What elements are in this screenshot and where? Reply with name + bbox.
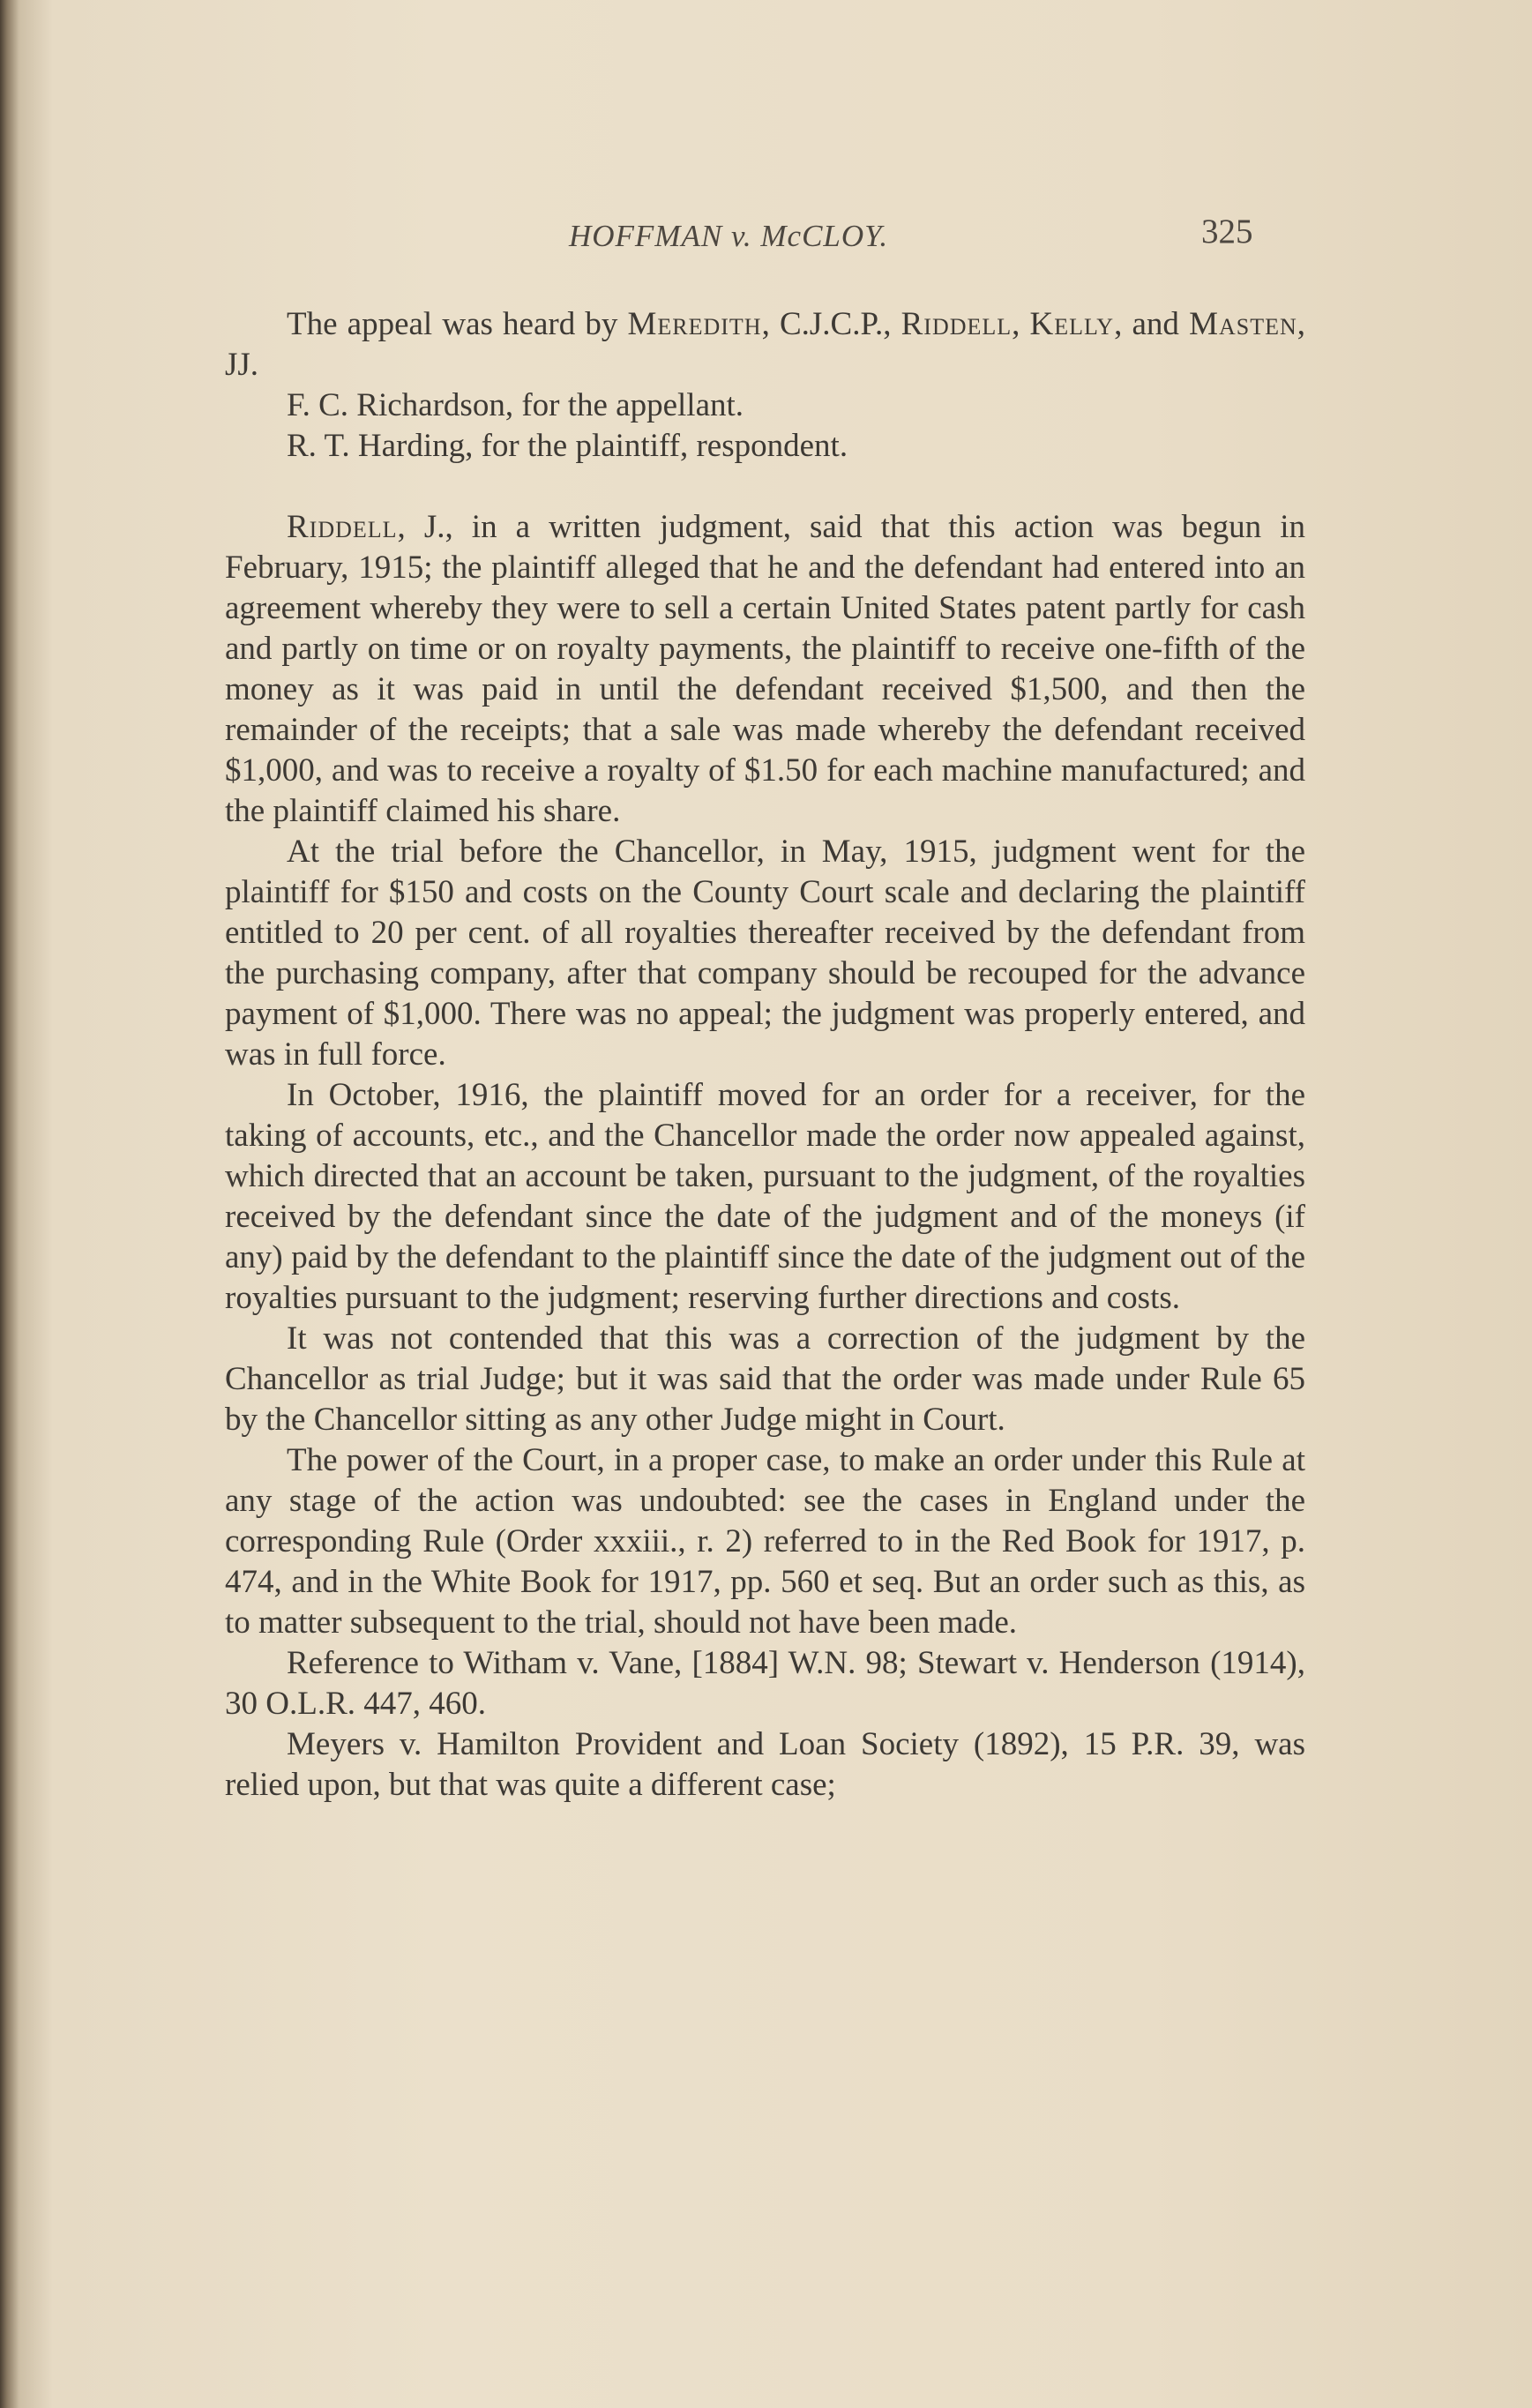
paragraph	[225, 1319, 1305, 1440]
paragraph-text: Reference to Witham v. Vane, [1884] W.N. 98; Stewart v. Henderson (1914), 30 O.L.R. 447, 460.	[225, 1645, 1305, 1722]
paragraph-text: , JJ.	[225, 306, 1305, 383]
judge-name: Riddell	[901, 306, 1013, 342]
paragraph-text: R. T. Harding, for the plaintiff, respondent.	[287, 428, 848, 464]
paragraph-text: In October, 1916, the plaintiff moved for an order for a receiver, for the taking of accounts, etc., and the Chancellor made the order now appealed against, which directed that an account be taken, pursuant to the judgment, of the royalties received by the defendant since the date of the judgment and of the moneys (if any) paid by the defendant to the plaintiff since the date of the judgment out of the royalties pursuant to the judgment; reserving further directions and costs.	[225, 1077, 1305, 1316]
paragraph-text: At the trial before the Chancellor, in May, 1915, judgment went for the plaintiff for $150 and costs on the County Court scale and declaring the plaintiff entitled to 20 per cent. of all royalties thereafter received by the defendant from the purchasing company, after that company should be recouped for the advance payment of $1,000. There was no appeal; the judgment was properly entered, and was in full force.	[225, 834, 1305, 1073]
paragraph	[225, 507, 1305, 832]
paragraph	[225, 426, 1305, 467]
paragraph-text: Meyers v. Hamilton Provident and Loan Society (1892), 15 P.R. 39, was relied upon, but that was quite a different case;	[225, 1726, 1305, 1803]
running-head-title: HOFFMAN v. McCLOY.	[569, 219, 889, 253]
body-text	[225, 304, 1305, 1806]
paragraph-text: F. C. Richardson, for the appellant.	[287, 387, 744, 423]
paragraph-text: , C.J.C.P.,	[761, 306, 901, 342]
paragraph-text: ,	[1012, 306, 1030, 342]
page-number: 325	[1201, 213, 1253, 251]
judge-name: Meredith	[627, 306, 762, 342]
paragraph	[225, 304, 1305, 385]
paragraph-text: The power of the Court, in a proper case, to make an order under this Rule at any stage of the action was undoubted: see the cases in England under the corresponding Rule (Order xxxiii., r. 2) referred to in the Red Book for 1917, p. 474, and in the White Book for 1917, pp. 560 et seq. But an order such as this, as to matter subsequent to the trial, should not have been made.	[225, 1442, 1305, 1641]
paragraph	[225, 1643, 1305, 1724]
paragraph-text: , and	[1114, 306, 1190, 342]
running-head	[0, 213, 1532, 272]
paragraph-text: The appeal was heard by	[287, 306, 628, 342]
paragraph	[225, 1440, 1305, 1643]
judge-name: Riddell	[287, 509, 398, 545]
paragraph-text: It was not contended that this was a correction of the judgment by the Chancellor as trial Judge; but it was said that the order was made under Rule 65 by the Chancellor sitting as any other Judge might in Court.	[225, 1320, 1305, 1438]
paragraph	[225, 1075, 1305, 1319]
paragraph-text: , J., in a written judgment, said that this action was begun in February, 1915; the plaintiff alleged that he and the defendant had entered into an agreement whereby they were to sell a certain United States patent partly for cash and partly on time or on royalty payments, the plaintiff to receive one-fifth of the money as it was paid in until the defendant received $1,500, and then the remainder of the receipts; that a sale was made whereby the defendant received $1,000, and was to receive a royalty of $1.50 for each machine manufactured; and the plaintiff claimed his share.	[225, 509, 1305, 829]
judge-name: Masten	[1189, 306, 1297, 342]
judge-name: Kelly	[1029, 306, 1115, 342]
paragraph	[225, 1724, 1305, 1806]
paragraph	[225, 832, 1305, 1075]
paragraph	[225, 385, 1305, 426]
